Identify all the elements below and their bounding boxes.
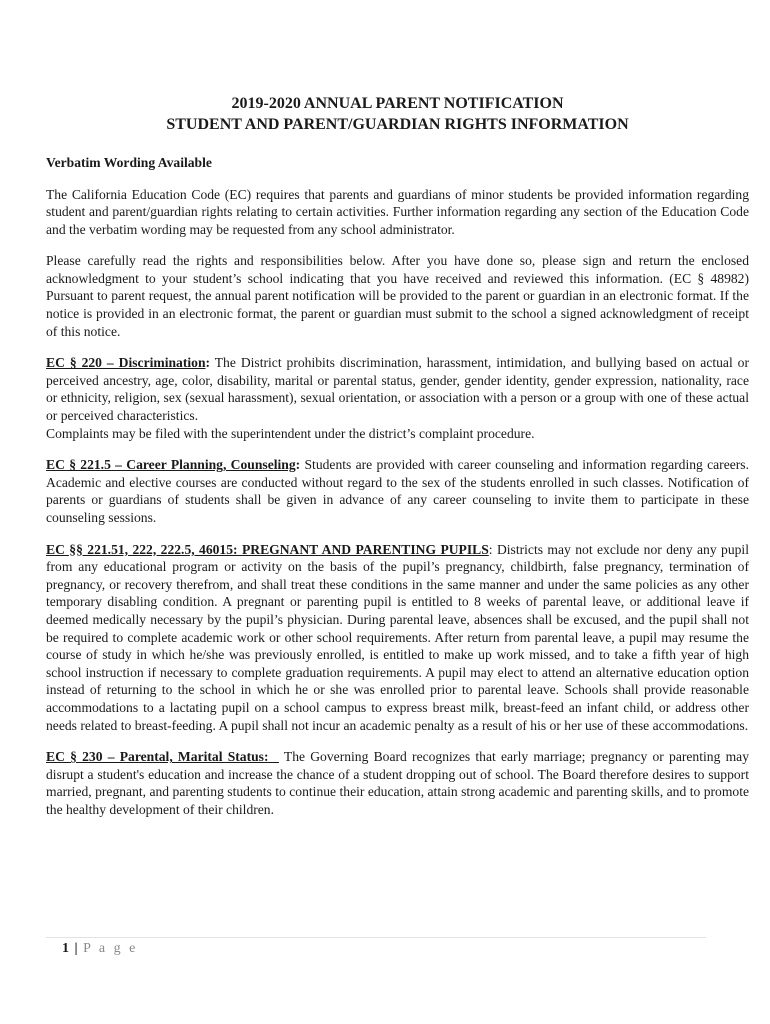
section-text-parental-marital: The Governing Board recognizes that early marriage; pregnancy or parenting may disrupt a student's education and increase the chance of a student dropping out of school. The Board therefore desires to support married, pregnant, and parenting students to continue their education, attain strong academic and parenting skills, and to promote the healthy development of their children.: [46, 749, 749, 817]
section-pregnant-parenting: [46, 541, 749, 735]
page-footer: [62, 940, 138, 958]
section-heading-parental-marital: EC § 230 – Parental, Marital Status:: [46, 749, 279, 765]
section-parental-marital: [46, 748, 749, 818]
document-title-line1: 2019-2020 ANNUAL PARENT NOTIFICATION: [231, 95, 564, 112]
read-notice-paragraph: Please carefully read the rights and responsibilities below. After you have done so, please sign and return the enclosed acknowledgment to your student’s school indicating that you have received and reviewed this information. (EC § 48982) Pursuant to parent request, the annual parent notification will be provided to the parent or guardian in an electronic format. If the notice is provided in an electronic format, the parent or guardian must submit to the school a signed acknowledgment of receipt of this notice.: [46, 253, 749, 339]
document-title-line2: STUDENT AND PARENT/GUARDIAN RIGHTS INFORMATION: [166, 116, 629, 133]
footer-separator: |: [74, 941, 78, 956]
section-separator: :: [488, 541, 493, 557]
intro-paragraph: The California Education Code (EC) requires that parents and guardians of minor students be provided information regarding student and parent/guardian rights relating to certain activities. Further information regarding any section of the Education Code and the verbatim wording may be requested from any school administrator.: [46, 186, 749, 237]
section-separator: :: [295, 457, 301, 473]
footer-divider: [46, 937, 706, 938]
section-text-career-planning: Students are provided with career counseling and information regarding careers. Academic and elective courses are conducted without regard to the sex of the students enrolled in such classes. Notification of parents or guardians of students shall be given in advance of any career counseling to invite them to participate in these counseling sessions.: [46, 457, 749, 525]
section-text-discrimination: The District prohibits discrimination, harassment, intimidation, and bullying based on actual or perceived ancestry, age, color, disability, marital or parental status, gender, gender identity, gender expression, nationality, race or ethnicity, religion, sex (sexual harassment), sexual orientation, or association with a person or a group with one of these actual or perceived characteristics.: [46, 355, 750, 424]
section-text-pregnant-parenting: Districts may not exclude nor deny any pupil from any educational program or activity on the basis of the pupil’s pregnancy, childbirth, false pregnancy, termination of pregnancy, or recovery therefrom, and shall treat these conditions in the same manner and under the same policies as any other temporary disabling condition. A pregnant or parenting pupil is entitled to 8 weeks of parental leave, or additional leave if deemed medically necessary by the pupil’s physician. During parental leave, absences shall be excused, and the pupil shall not be required to complete academic work or other school requirements. After return from parental leave, a pupil may resume the course of study in which he/she was previously enrolled, is entitled to make up work missed, and to take a fifth year of high school instruction if necessary to complete graduation requirements. A pupil may elect to attend an alternative education option instead of returning to the school in which he or she was enrolled prior to parental leave. Schools shall provide reasonable accommodations to a lactating pupil on a school campus to express breast milk, breast-feed an infant child, or address other needs related to breast-feeding. A pupil shall not incur an academic penalty as a result of his or her use of these accommodations.: [46, 541, 749, 733]
section-discrimination: [46, 354, 749, 424]
section-heading-pregnant-parenting: EC §§ 221.51, 222, 222.5, 46015: PREGNANT AND PARENTING PUPILS: [46, 541, 489, 557]
section-separator: :: [205, 355, 211, 371]
section-note-complaints: Complaints may be filed with the superintendent under the district’s complaint procedure.: [46, 425, 535, 441]
section-heading-career-planning: EC § 221.5 – Career Planning, Counseling: [46, 457, 296, 473]
page-number: 1: [62, 941, 69, 956]
document-page: [46, 93, 749, 819]
subheading-verbatim-wording: Verbatim Wording Available: [46, 155, 212, 170]
section-heading-discrimination: EC § 220 – Discrimination: [46, 355, 206, 371]
section-career-planning: [46, 456, 749, 526]
page-label: P a g e: [83, 941, 138, 956]
